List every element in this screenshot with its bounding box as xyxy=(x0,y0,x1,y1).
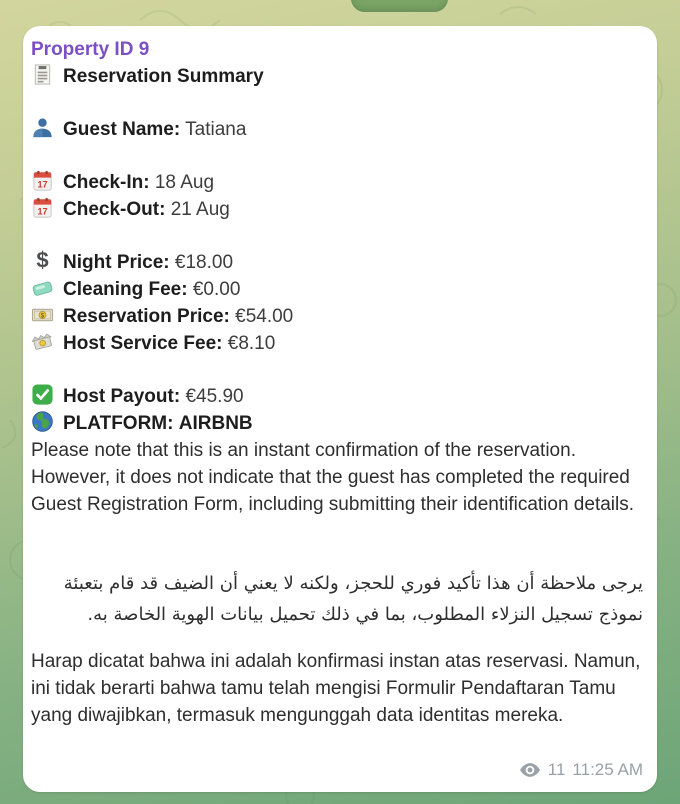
check-out-row xyxy=(31,196,643,223)
night-price-label: Night Price: xyxy=(63,252,170,273)
summary-title-row xyxy=(31,63,643,90)
check-out-label: Check-Out: xyxy=(63,199,166,220)
message-bubble[interactable] xyxy=(23,26,657,792)
note-english: Please note that this is an instant confirmation of the reservation. However, it does not indicate that the guest has completed the required Guest Registration Form, including submitting their identification details. xyxy=(31,440,635,515)
guest-name-row xyxy=(31,116,643,143)
globe-icon xyxy=(31,410,54,433)
money-with-wings-icon xyxy=(31,330,54,353)
banknote-icon xyxy=(31,303,54,326)
summary-title: Reservation Summary xyxy=(63,66,264,87)
host-payout-label: Host Payout: xyxy=(63,386,181,407)
calendar-icon xyxy=(31,196,54,219)
reservation-price-row xyxy=(31,303,643,330)
receipt-icon xyxy=(31,63,54,86)
host-payout-value: €45.90 xyxy=(185,386,244,407)
check-in-row xyxy=(31,169,643,196)
reservation-price-label: Reservation Price: xyxy=(63,306,230,327)
message-meta xyxy=(519,756,643,783)
person-icon xyxy=(31,116,54,139)
platform-label: PLATFORM: xyxy=(63,413,174,434)
property-id-link[interactable]: Property ID 9 xyxy=(31,39,150,60)
note-indonesian: Harap dicatat bahwa ini adalah konfirmasi instan atas reservasi. Namun, ini tidak berarti bahwa tamu telah mengisi Formulir Pendaftaran Tamu yang diwajibkan, termasuk mengunggah data identitas mereka. xyxy=(31,651,641,726)
note-arabic: يرجى ملاحظة أن هذا تأكيد فوري للحجز، ولكنه لا يعني أن الضيف قد قام بتعبئة نموذج تسجيل النزلاء المطلوب، بما في ذلك تحميل بيانات الهوية الخاصة به. xyxy=(63,573,643,625)
cleaning-fee-label: Cleaning Fee: xyxy=(63,279,188,300)
host-service-fee-label: Host Service Fee: xyxy=(63,333,223,354)
check-in-label: Check-In: xyxy=(63,172,150,193)
host-payout-row xyxy=(31,383,643,410)
svg-text:17: 17 xyxy=(37,179,48,190)
platform-value: AIRBNB xyxy=(178,413,253,434)
calendar-icon xyxy=(31,169,54,192)
soap-icon xyxy=(31,276,54,299)
night-price-row xyxy=(31,249,643,276)
cleaning-fee-value: €0.00 xyxy=(192,279,241,300)
platform-row xyxy=(31,410,643,437)
check-out-value: 21 Aug xyxy=(170,199,230,220)
timestamp: 11:25 AM xyxy=(572,760,643,779)
date-separator-chip[interactable] xyxy=(351,0,448,12)
svg-text:$: $ xyxy=(36,249,49,272)
host-service-fee-value: €8.10 xyxy=(227,333,276,354)
dollar-icon xyxy=(31,249,54,272)
check-mark-icon xyxy=(31,383,54,406)
night-price-value: €18.00 xyxy=(174,252,234,273)
svg-text:$: $ xyxy=(40,312,45,320)
view-count: 11 xyxy=(547,760,566,779)
guest-name-value: Tatiana xyxy=(185,119,247,140)
guest-name-label: Guest Name: xyxy=(63,119,181,140)
cleaning-fee-row xyxy=(31,276,643,303)
svg-text:17: 17 xyxy=(37,206,48,217)
eye-icon xyxy=(519,762,541,778)
check-in-value: 18 Aug xyxy=(154,172,215,193)
host-service-fee-row xyxy=(31,330,643,357)
reservation-price-value: €54.00 xyxy=(235,306,294,327)
